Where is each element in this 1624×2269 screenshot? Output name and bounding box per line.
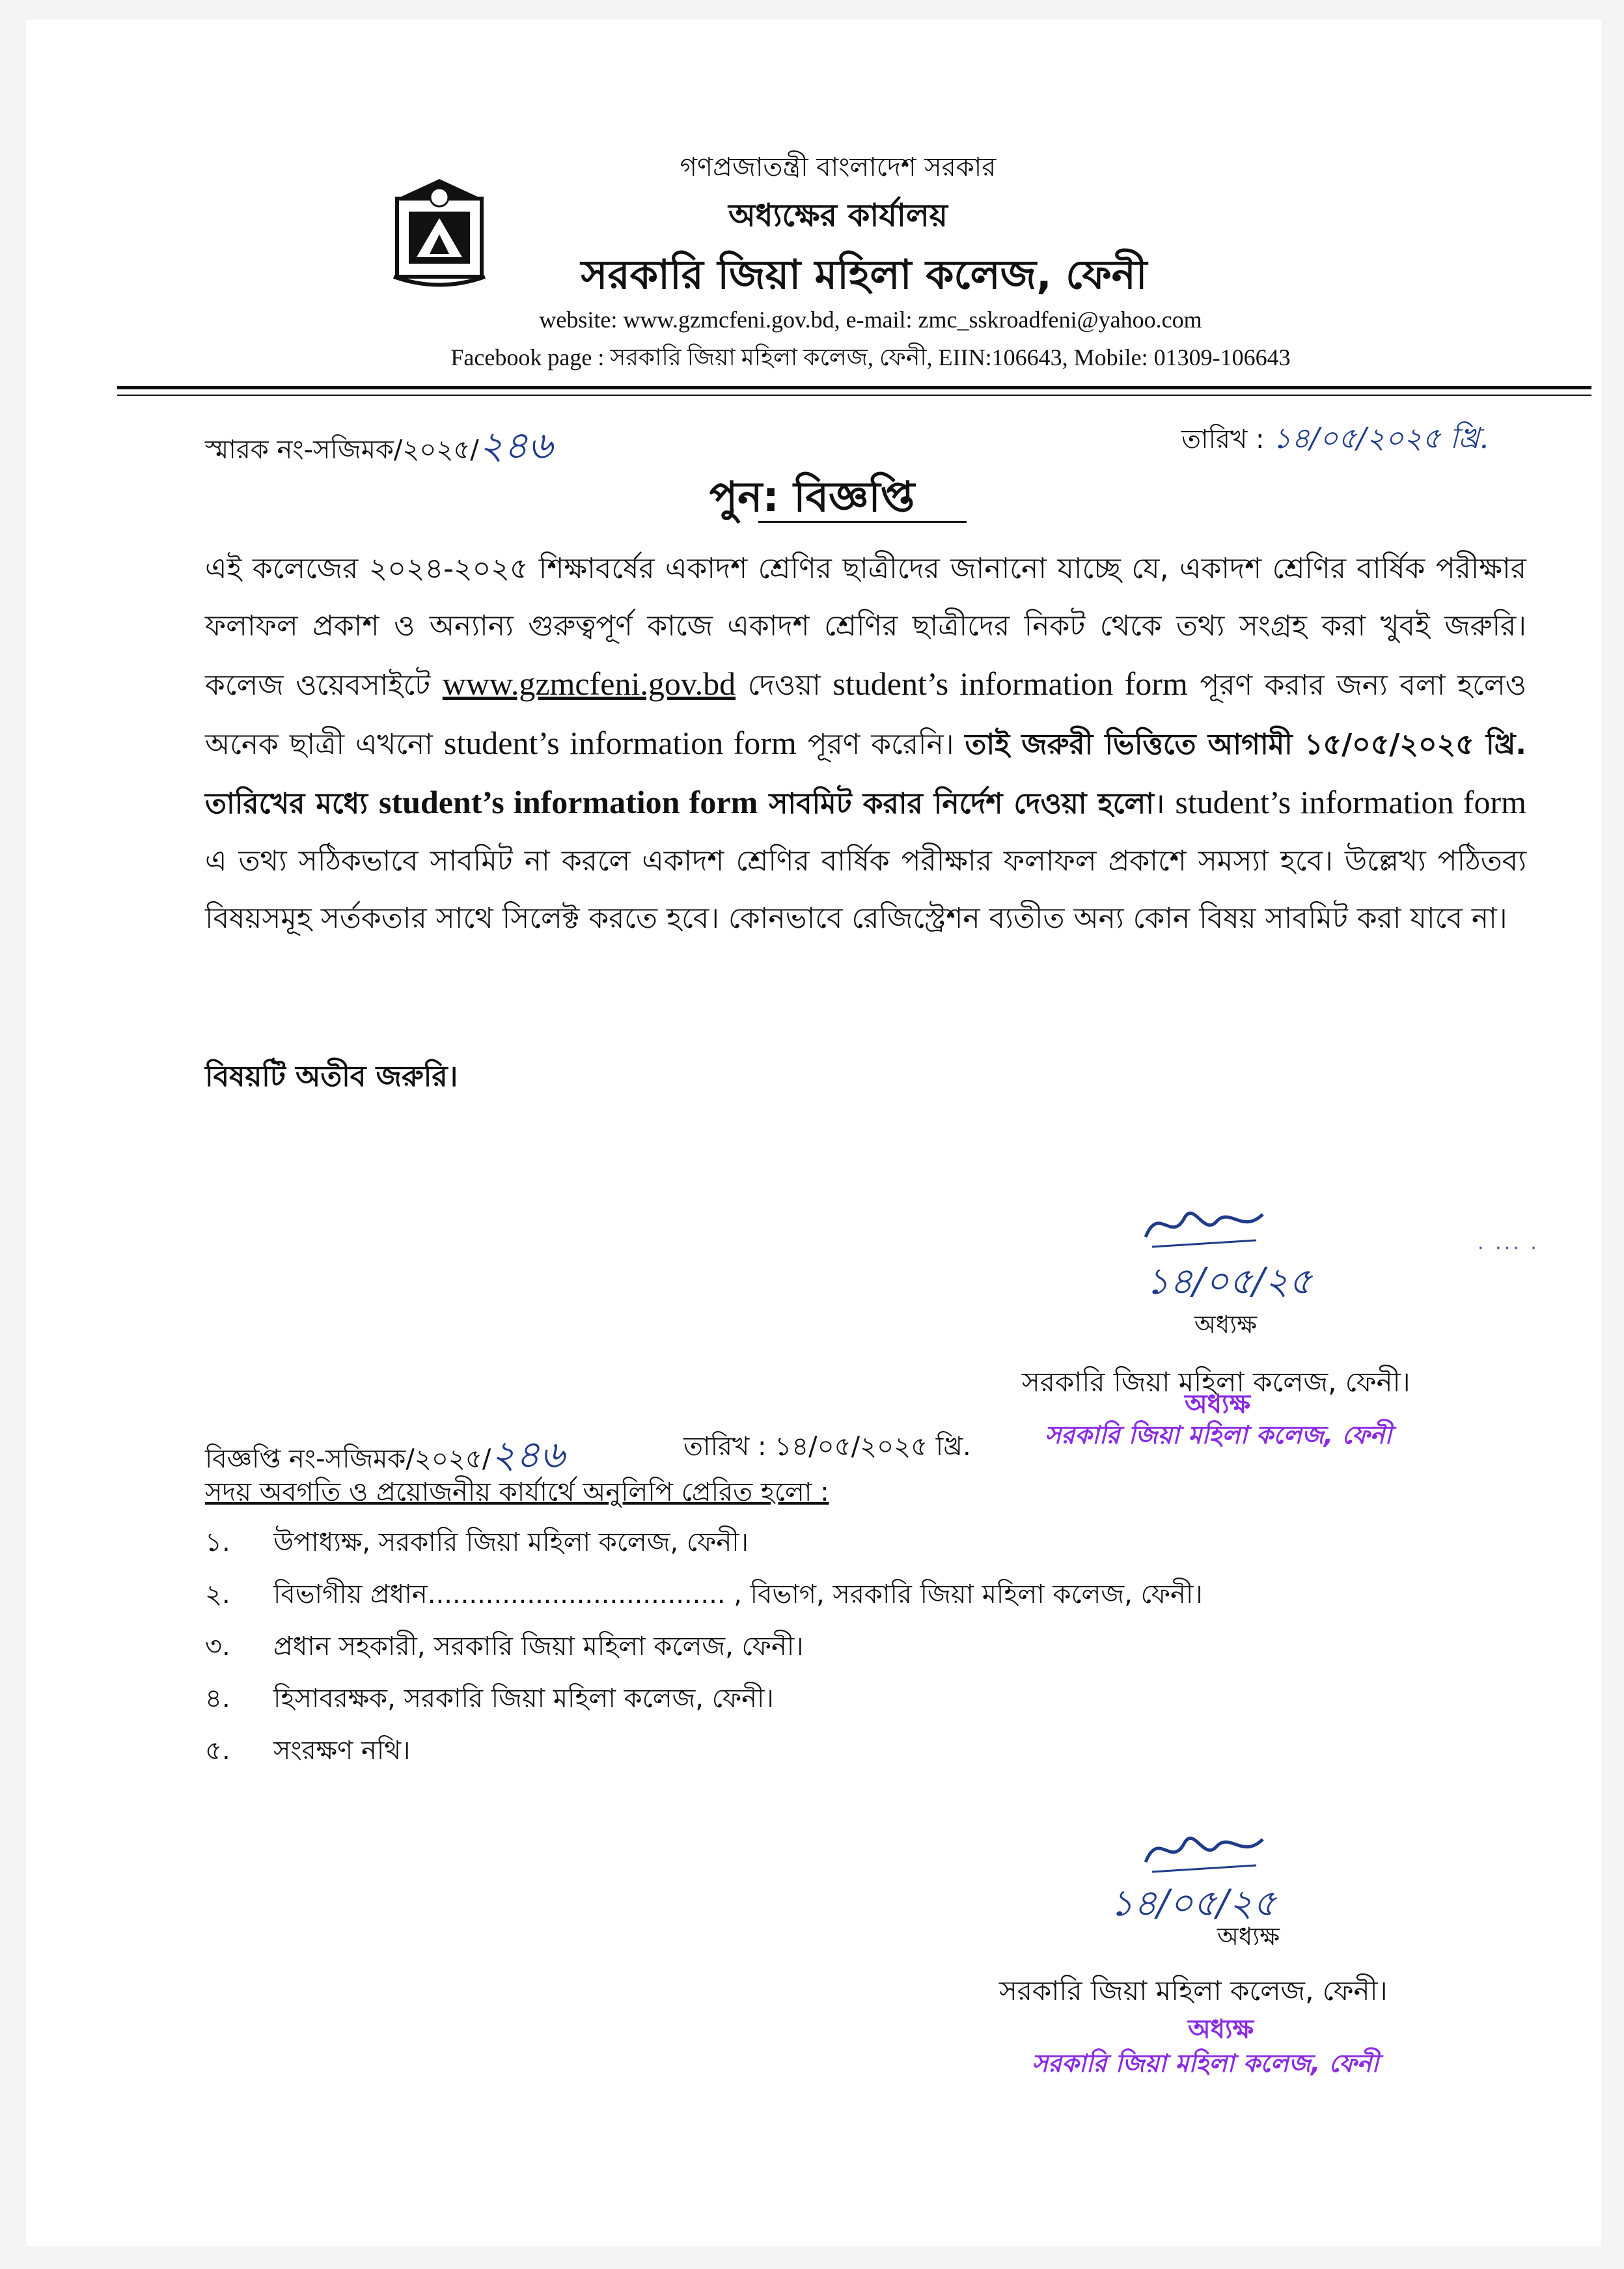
title-underline [758, 521, 967, 523]
signature-block-2 [1133, 1823, 1276, 1882]
stamp1-institution: সরকারি জিয়া মহিলা কলেজ, ফেনী [1045, 1421, 1392, 1449]
item-number: ৩. [205, 1631, 230, 1662]
item-text: বিভাগীয় প্রধান.................................... , বিভাগ, সরকারি জিয়া মহিলা কলেজ, ফেনী। [273, 1579, 1203, 1609]
body-text-6: এ তথ্য সঠিকভাবে সাবমিট না করলে একাদশ শ্রেণির বার্ষিক পরীক্ষার ফলাফল প্রকাশে সমস্যা হবে। উল্লেখ্য পঠিতব্য বিষয়সমূহ সর্তকতার সাথে সিলেক্ট করতে হবে। কোনভাবে রেজিস্ট্রেশন ব্যতীত অন্য কোন বিষয় সাবমিট করা যাবে না। [205, 844, 1526, 935]
body-text-1: এই কলেজের ২০২৪-২০২৫ শিক্ষাবর্ষের একাদশ শ্রেণির ছাত্রীদের জানানো যাচ্ছে যে, একাদশ শ্রেণির বার্ষিক পরীক্ষার ফলাফল প্রকাশ ও অন্যান্য গুরুত্বপূর্ণ কাজে একাদশ শ্রেণির ছাত্রীদের নিকট থেকে তথ্য সংগ্রহ করা খুবই জরুরি। কলেজ ওয়েবসাইটে [205, 552, 1526, 702]
item-text: উপাধ্যক্ষ, সরকারি জিয়া মহিলা কলেজ, ফেনী। [273, 1527, 749, 1557]
signature2-title: অধ্যক্ষ [1217, 1922, 1280, 1951]
item-number: ৫. [205, 1735, 230, 1766]
signature1-date: ১৪/০৫/২৫ [1146, 1260, 1312, 1303]
form-name-bold: student’s information form [379, 784, 758, 820]
college-name: সরকারি জিয়া মহিলা কলেজ, ফেনী [581, 251, 1148, 298]
distribution-memo-label: বিজ্ঞপ্তি নং-সজিমক/২০২৫/ [205, 1444, 491, 1474]
date-label: তারিখ : [1181, 425, 1265, 454]
signature2-date: ১৪/০৫/২৫ [1110, 1882, 1276, 1925]
deadline-instruction: সাবমিট করার নির্দেশ দেওয়া হলো [758, 787, 1154, 820]
signature2-institution: সরকারি জিয়া মহিলা কলেজ, ফেনী। [999, 1975, 1388, 2007]
list-item [205, 1621, 1203, 1673]
item-number: ৪. [205, 1683, 230, 1714]
signature-block-1 [1133, 1198, 1276, 1257]
memo-number-handwritten: ২৪৬ [478, 423, 553, 467]
item-number: ২. [205, 1579, 230, 1609]
body-text-3: পূরণ করার জন্য বলা হলেও অনেক ছাত্রী এখনো [205, 669, 1526, 761]
contact-line-website: website: www.gzmcfeni.gov.bd, e-mail: zmc_sskroadfeni@yahoo.com [539, 307, 1202, 333]
distribution-heading: সদয় অবগতি ও প্রয়োজনীয় কার্যার্থে অনুলিপি প্রেরিত হলো : [205, 1477, 829, 1507]
date-value: ১৪/০৫/২০২৫ খ্রি. [1273, 422, 1489, 455]
list-item [205, 1569, 1203, 1621]
form-name-2: student’s information form [443, 725, 797, 761]
body-text-4: পূরণ করেনি। [796, 728, 965, 761]
signature1-institution: সরকারি জিয়া মহিলা কলেজ, ফেনী। [1022, 1366, 1411, 1398]
distribution-date: তারিখ : ১৪/০৫/২০২৫ খ্রি. [683, 1432, 971, 1462]
signature-icon [1133, 1198, 1276, 1257]
memo-date [1181, 417, 1489, 464]
office-name: অধ্যক্ষের কার্যালয় [728, 197, 948, 234]
list-item [205, 1517, 1203, 1569]
government-name: গণপ্রজাতন্ত্রী বাংলাদেশ সরকার [680, 152, 997, 182]
body-text-2: দেওয়া [736, 669, 833, 702]
list-item [205, 1725, 1203, 1777]
form-name-1: student’s information form [833, 665, 1188, 702]
deadline-text: তাই জরুরী ভিত্তিতে আগামী ১৫/০৫/২০২৫ খ্রি. তারিখের মধ্যে [205, 728, 1527, 820]
notice-body [205, 540, 1526, 947]
stamp1-title: অধ্যক্ষ [1185, 1389, 1251, 1419]
item-text: হিসাবরক্ষক, সরকারি জিয়া মহিলা কলেজ, ফেনী। [273, 1683, 774, 1714]
distribution-list [205, 1517, 1203, 1777]
distribution-number-handwritten: ২৪৬ [491, 1432, 565, 1477]
body-text-5: । [1153, 787, 1176, 820]
signature-icon [1133, 1823, 1276, 1882]
important-note: বিষয়টি অতীব জরুরি। [205, 1060, 458, 1093]
signature1-title: অধ্যক্ষ [1194, 1310, 1258, 1339]
notice-title: পুন: বিজ্ঞপ্তি [709, 473, 915, 522]
stamp2-title: অধ্যক্ষ [1188, 2014, 1254, 2044]
memo-label: স্মারক নং-সজিমক/২০২৫/ [205, 435, 479, 465]
header-divider-thick [117, 386, 1591, 389]
header-divider-thin [117, 395, 1591, 396]
stamp2-institution: সরকারি জিয়া মহিলা কলেজ, ফেনী [1032, 2049, 1379, 2078]
list-item [205, 1673, 1203, 1725]
form-name-3: student’s information form [1175, 784, 1526, 820]
item-text: সংরক্ষণ নথি। [273, 1735, 411, 1766]
item-text: প্রধান সহকারী, সরকারি জিয়া মহিলা কলেজ, ফেনী। [273, 1631, 804, 1662]
website-link[interactable]: www.gzmcfeni.gov.bd [442, 665, 736, 702]
item-number: ১. [205, 1527, 230, 1557]
stamp-speck: · ··· · [1478, 1237, 1539, 1260]
contact-line-facebook: Facebook page : সরকারি জিয়া মহিলা কলেজ, ফেনী, EIIN:106643, Mobile: 01309-106643 [450, 344, 1291, 370]
